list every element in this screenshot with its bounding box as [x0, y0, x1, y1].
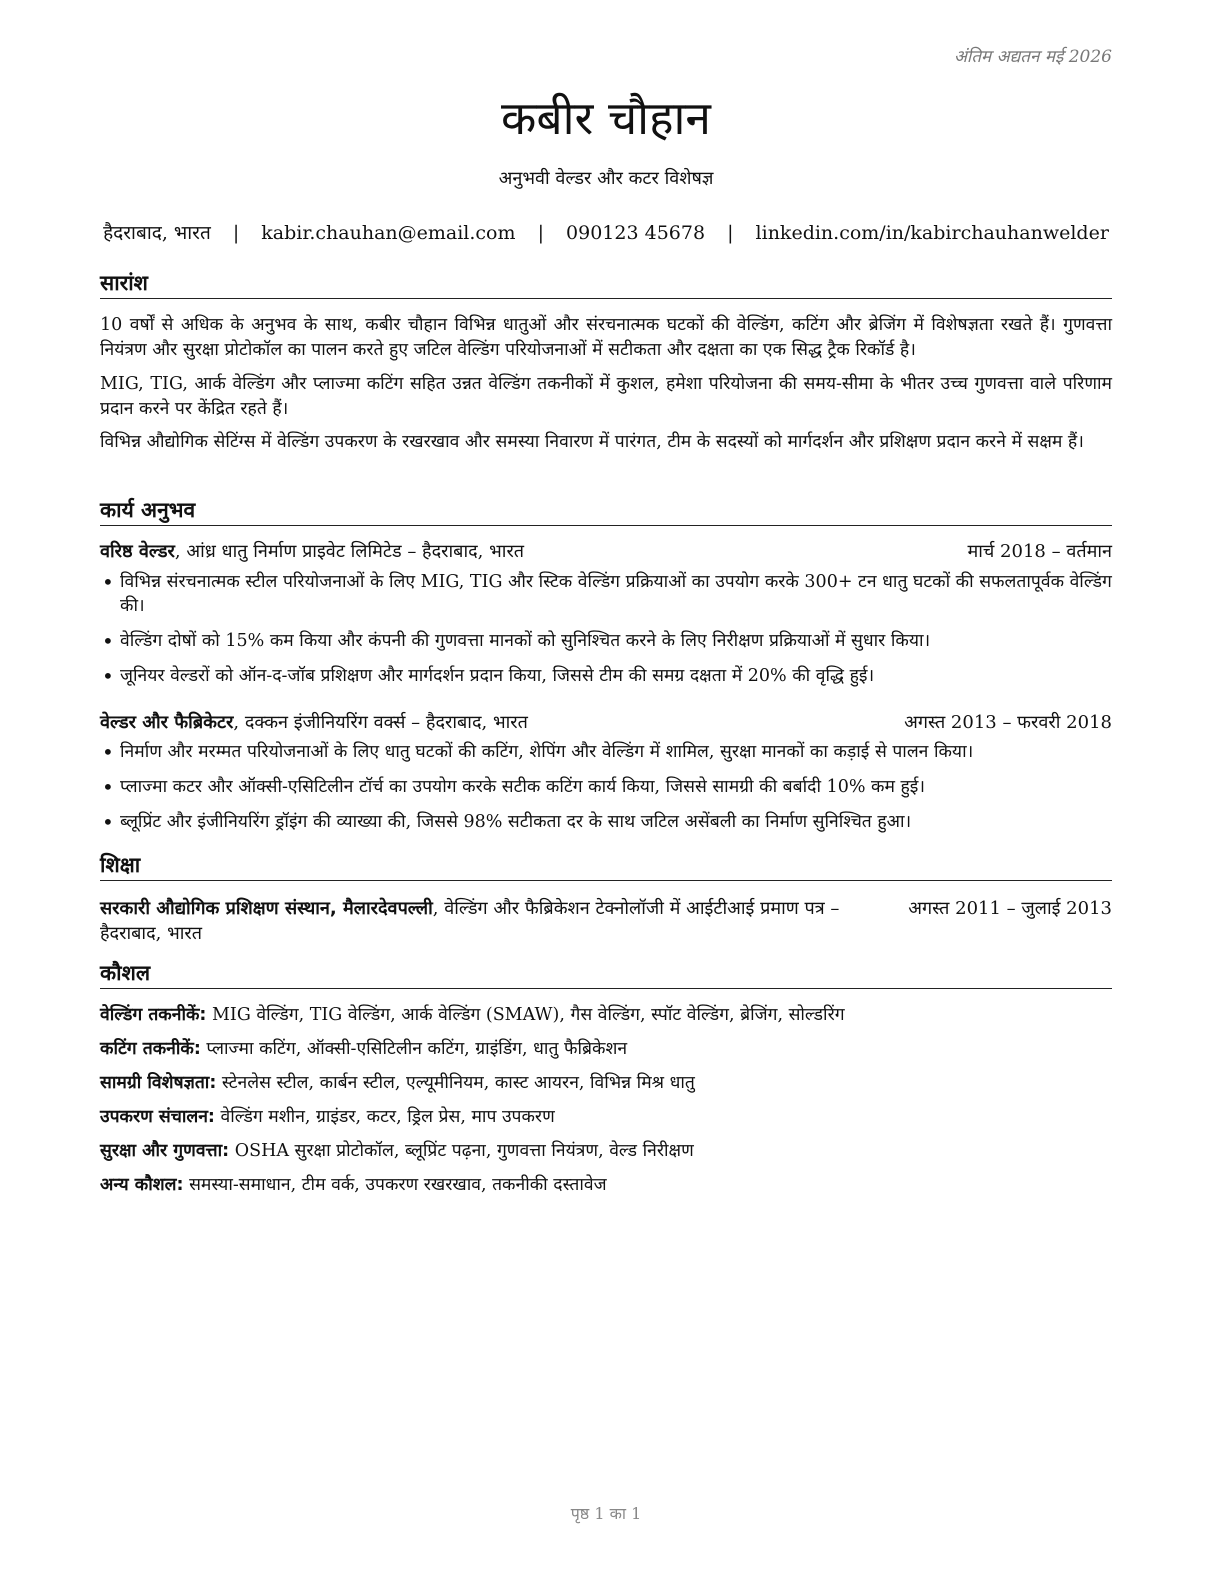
skill-value: समस्या-समाधान, टीम वर्क, उपकरण रखरखाव, तकनीकी दस्तावेज [183, 1175, 607, 1195]
skill-label: उपकरण संचालन: [100, 1107, 215, 1127]
list-item: • निर्माण और मरम्मत परियोजनाओं के लिए धातु घटकों की कटिंग, शेपिंग और वेल्डिंग में शामिल, सुरक्षा मानकों का कड़ाई से पालन किया। [100, 740, 1112, 764]
list-item: • जूनियर वेल्डरों को ऑन-द-जॉब प्रशिक्षण और मार्गदर्शन प्रदान किया, जिससे टीम की समग्र दक्षता में 20% की वृद्धि हुई। [100, 664, 1112, 688]
skill-row [100, 1105, 1112, 1129]
job-dates: अगस्त 2013 – फरवरी 2018 [904, 712, 1112, 733]
skill-label: अन्य कौशल: [100, 1175, 184, 1195]
skill-value: स्टेनलेस स्टील, कार्बन स्टील, एल्यूमीनियम, कास्ट आयरन, विभिन्न मिश्र धातु [216, 1073, 695, 1093]
job-title-line [100, 540, 524, 564]
list-item: • विभिन्न संरचनात्मक स्टील परियोजनाओं के लिए MIG, TIG और स्टिक वेल्डिंग प्रक्रियाओं का उपयोग करके 300+ टन धातु घटकों की सफलतापूर्वक वेल्डिंग की। [100, 570, 1112, 618]
job-role: वेल्डर और फैब्रिकेटर [100, 712, 234, 733]
resume-page [100, 0, 1112, 1584]
job-company: , दक्कन इंजीनियरिंग वर्क्स – हैदराबाद, भारत [233, 712, 528, 733]
last-updated: अंतिम अद्यतन मई 2026 [953, 47, 1112, 67]
education-institution: सरकारी औद्योगिक प्रशिक्षण संस्थान, मैलारदेवपल्ली [100, 898, 433, 919]
job-company: , आंध्र धातु निर्माण प्राइवेट लिमिटेड – हैदराबाद, भारत [174, 541, 525, 562]
skill-value: वेल्डिंग मशीन, ग्राइंडर, कटर, ड्रिल प्रेस, माप उपकरण [214, 1107, 555, 1127]
contact-linkedin[interactable]: linkedin.com/in/kabirchauhanwelder [755, 222, 1109, 244]
job-title-line [100, 711, 528, 735]
candidate-name: कबीर चौहान [501, 91, 711, 145]
education-dates: अगस्त 2011 – जुलाई 2013 [908, 898, 1112, 919]
experience-heading: कार्य अनुभव [100, 497, 1112, 526]
contact-separator: | [727, 222, 734, 244]
education-heading: शिक्षा [100, 852, 1112, 881]
skill-row [100, 1037, 1112, 1061]
job-bullets-2 [100, 740, 1112, 845]
contact-separator: | [537, 222, 544, 244]
skill-label: सामग्री विशेषज्ञता: [100, 1073, 217, 1093]
summary-heading: सारांश [100, 270, 1112, 299]
contact-email[interactable]: kabir.chauhan@email.com [261, 222, 516, 244]
list-item: • प्लाज्मा कटर और ऑक्सी-एसिटिलीन टॉर्च का उपयोग करके सटीक कटिंग कार्य किया, जिससे सामग्री की बर्बादी 10% कम हुई। [100, 775, 1112, 799]
page-number: पृष्ठ 1 का 1 [570, 1504, 642, 1523]
list-item: • वेल्डिंग दोषों को 15% कम किया और कंपनी की गुणवत्ता मानकों को सुनिश्चित करने के लिए निरीक्षण प्रक्रियाओं में सुधार किया। [100, 629, 1112, 653]
job-bullets-1 [100, 570, 1112, 699]
skill-label: वेल्डिंग तकनीकें: [100, 1005, 207, 1025]
skill-row [100, 1071, 1112, 1095]
skill-value: OSHA सुरक्षा प्रोटोकॉल, ब्लूप्रिंट पढ़ना, गुणवत्ता नियंत्रण, वेल्ड निरीक्षण [229, 1141, 694, 1161]
skills-heading: कौशल [100, 960, 1112, 989]
job-header-2 [100, 711, 1112, 735]
education-entry [100, 896, 1112, 946]
skills-list [100, 1003, 1112, 1207]
skill-label: सुरक्षा और गुणवत्ता: [100, 1141, 230, 1161]
job-dates: मार्च 2018 – वर्तमान [967, 541, 1112, 562]
education-text [100, 896, 890, 946]
skill-value: प्लाज्मा कटिंग, ऑक्सी-एसिटिलीन कटिंग, ग्राइंडिंग, धातु फैब्रिकेशन [200, 1039, 628, 1059]
skill-label: कटिंग तकनीकें: [100, 1039, 201, 1059]
education-detail: , वेल्डिंग और फैब्रिकेशन टेक्नोलॉजी में आईटीआई प्रमाण पत्र – हैदराबाद, भारत [100, 898, 840, 944]
contact-separator: | [232, 222, 240, 244]
summary-paragraph-2: MIG, TIG, आर्क वेल्डिंग और प्लाज्मा कटिंग सहित उन्नत वेल्डिंग तकनीकों में कुशल, हमेशा परियोजना की समय-सीमा के भीतर उच्च गुणवत्ता वाले परिणाम प्रदान करने पर केंद्रित रहते हैं। [100, 374, 1112, 419]
skill-row [100, 1003, 1112, 1027]
skill-row [100, 1173, 1112, 1197]
job-header-1 [100, 540, 1112, 564]
summary-paragraph-3: विभिन्न औद्योगिक सेटिंग्स में वेल्डिंग उपकरण के रखरखाव और समस्या निवारण में पारंगत, टीम के सदस्यों को मार्गदर्शन और प्रशिक्षण प्रदान करने में सक्षम हैं। [100, 432, 1084, 452]
summary-paragraph-1: 10 वर्षों से अधिक के अनुभव के साथ, कबीर चौहान विभिन्न धातुओं और संरचनात्मक घटकों की वेल्डिंग, कटिंग और ब्रेजिंग में विशेषज्ञता रखते हैं। गुणवत्ता नियंत्रण और सुरक्षा प्रोटोकॉल का पालन करते हुए जटिल वेल्डिंग परियोजनाओं में सटीकता और दक्षता का एक सिद्ध ट्रैक रिकॉर्ड है। [100, 315, 1112, 360]
contact-phone: 090123 45678 [566, 222, 706, 244]
list-item: • ब्लूप्रिंट और इंजीनियरिंग ड्रॉइंग की व्याख्या की, जिससे 98% सटीकता दर के साथ जटिल असेंबली का निर्माण सुनिश्चित हुआ। [100, 810, 1112, 834]
job-role: वरिष्ठ वेल्डर [100, 541, 175, 562]
contact-location: हैदराबाद, भारत [103, 222, 211, 244]
contact-line [100, 219, 1112, 245]
candidate-headline: अनुभवी वेल्डर और कटर विशेषज्ञ [498, 168, 714, 189]
skill-row [100, 1139, 1112, 1163]
skill-value: MIG वेल्डिंग, TIG वेल्डिंग, आर्क वेल्डिंग (SMAW), गैस वेल्डिंग, स्पॉट वेल्डिंग, ब्रेजिंग, सोल्डरिंग [206, 1005, 845, 1025]
